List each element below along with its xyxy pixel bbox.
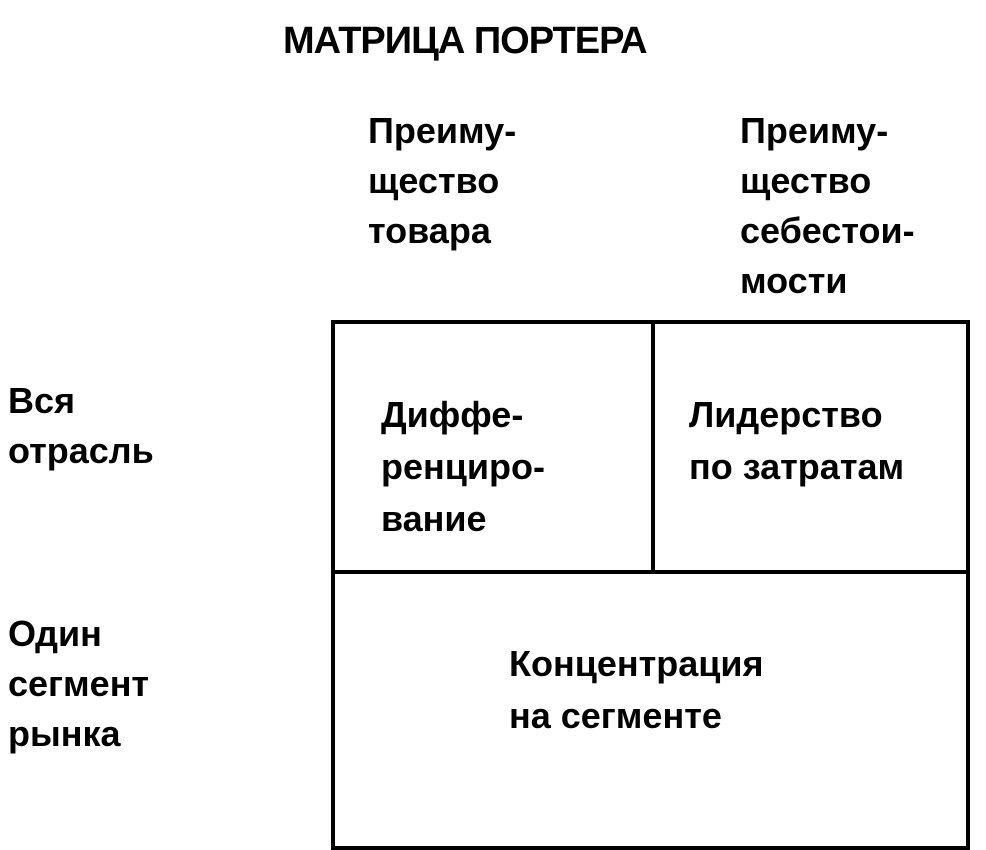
diagram-title: МАТРИЦА ПОРТЕРА <box>283 20 647 62</box>
row-header-whole-industry: Вся отрасль <box>8 380 154 471</box>
matrix-vertical-divider <box>651 320 655 573</box>
row-header-single-segment: Один сегмент рынка <box>8 613 150 754</box>
cell-cost-leadership: Лидерство по затратам <box>689 394 905 487</box>
cell-focus: Концентрация на сегменте <box>509 643 764 736</box>
column-header-cost-advantage: Преиму- щество себестои- мости <box>740 110 915 301</box>
cell-differentiation: Диффе- ренциро- вание <box>381 394 545 539</box>
column-header-product-advantage: Преиму- щество товара <box>368 110 517 251</box>
matrix-horizontal-divider <box>331 570 970 574</box>
